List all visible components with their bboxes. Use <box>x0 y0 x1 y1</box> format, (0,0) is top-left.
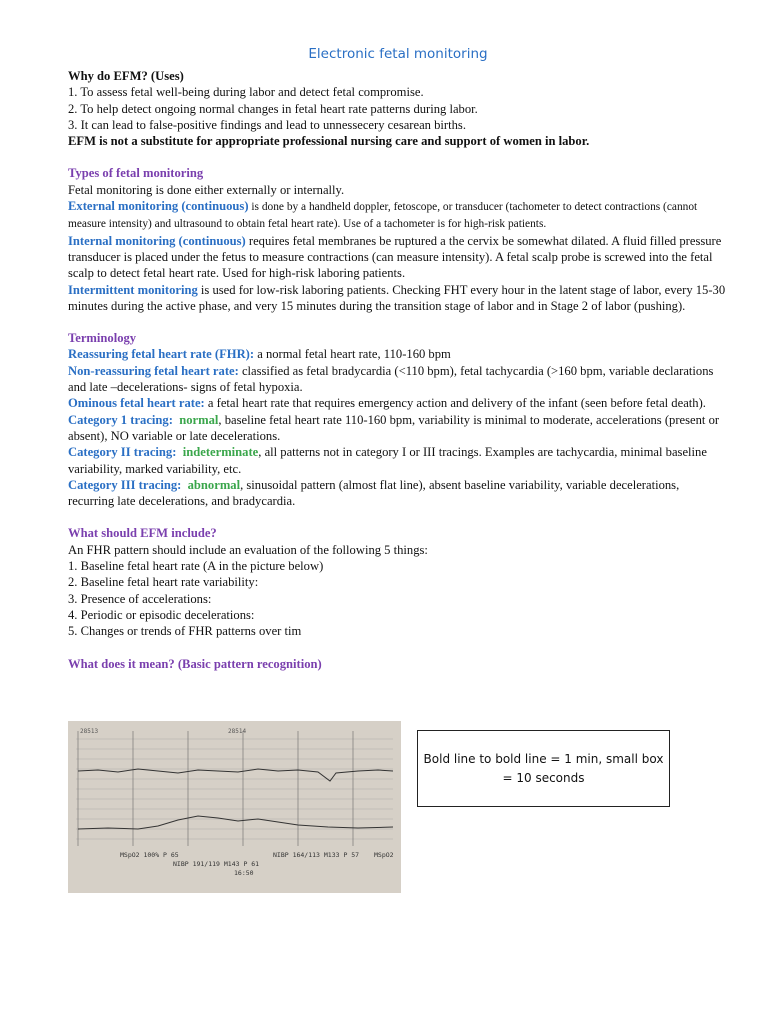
strip-label: MSpO2 <box>374 851 394 859</box>
ominous-paragraph <box>68 395 728 411</box>
include-item: 3. Presence of accelerations: <box>68 591 212 606</box>
uses-note: EFM is not a substitute for appropriate professional nursing care and support of women in labor. <box>68 134 590 149</box>
include-heading: What should EFM include? <box>68 526 217 541</box>
category3-status: abnormal <box>187 477 241 492</box>
category3-label: Category III tracing: <box>68 477 182 492</box>
strip-label: 28513 <box>80 728 99 735</box>
internal-text: requires fetal membranes be ruptured a the cervix be somewhat dilated. A fluid filled pressure transducer is placed under the fetus to measure contractions (can measure intensity). A fetal scalp probe is screwed into the fetal scalp to detect fetal heart rate. Used for high-risk laboring patients. <box>68 233 722 281</box>
category2-text: , all patterns not in category I or III tracings. Examples are tachycardia, minimal baseline variability, marked variability, etc. <box>68 445 707 476</box>
category3-text: , sinusoidal pattern (almost flat line), absent baseline variability, variable decelerations, recurring late decelerations, and bradycardia. <box>68 477 680 509</box>
include-item: 2. Baseline fetal heart rate variability: <box>68 575 259 590</box>
category1-text: , baseline fetal heart rate 110-160 bpm, variability is minimal to moderate, accelerations (present or absent), NO variable or late decelerations. <box>68 412 720 443</box>
category1-status: normal <box>179 412 219 427</box>
types-heading: Types of fetal monitoring <box>68 166 204 181</box>
uses-item: 1. To assess fetal well-being during labor and detect fetal compromise. <box>68 85 424 100</box>
fetal-monitor-strip-image <box>68 721 401 893</box>
ominous-text: a fetal heart rate that requires emergency action and delivery of the infant (seen before fetal death). <box>204 396 706 411</box>
intermittent-text: is used for low-risk laboring patients. Checking FHT every hour in the latent stage of labor, every 15-30 minutes during the active phase, and very 15 minutes during the transition stage of labor and in Stage 2 of labor (pushing). <box>68 282 726 313</box>
category2-paragraph <box>68 444 728 477</box>
terminology-heading: Terminology <box>68 331 137 346</box>
internal-label: Internal monitoring (continuous) <box>68 233 246 248</box>
uses-heading: Why do EFM? (Uses) <box>68 69 184 83</box>
include-intro: An FHR pattern should include an evaluation of the following 5 things: <box>68 542 428 557</box>
strip-label: NIBP 191/119 M143 P 61 <box>173 860 260 868</box>
intermittent-paragraph <box>68 282 728 315</box>
reassuring-text: a normal fetal heart rate, 110-160 bpm <box>254 347 451 362</box>
document-title: Electronic fetal monitoring <box>308 46 488 62</box>
ominous-label: Ominous fetal heart rate: <box>68 396 205 411</box>
category1-label: Category 1 tracing: <box>68 412 173 427</box>
types-intro: Fetal monitoring is done either externally or internally. <box>68 182 345 197</box>
include-item: 1. Baseline fetal heart rate (A in the picture below) <box>68 559 324 574</box>
category1-paragraph <box>68 412 728 445</box>
meaning-heading: What does it mean? (Basic pattern recognition) <box>68 656 322 671</box>
external-paragraph <box>68 198 728 233</box>
internal-paragraph <box>68 233 728 282</box>
intermittent-label: Intermittent monitoring <box>68 282 198 297</box>
nonreassuring-label: Non-reassuring fetal heart rate: <box>68 363 239 378</box>
strip-label: 16:50 <box>234 869 254 877</box>
reassuring-label: Reassuring fetal heart rate (FHR): <box>68 347 255 362</box>
include-item: 5. Changes or trends of FHR patterns over tim <box>68 624 302 639</box>
category2-status: indeterminate <box>182 445 259 460</box>
uses-item: 3. It can lead to false-positive findings and lead to unnessecery cesarean births. <box>68 117 466 132</box>
scale-note-box: Bold line to bold line = 1 min, small box = 10 seconds <box>417 730 670 807</box>
reassuring-paragraph <box>68 346 728 362</box>
external-text: is done by a handheld doppler, fetoscope, or transducer (tachometer to detect contractions (cannot measure intensity) and ultrasound to obtain fetal heart rate). Use of a tachometer is for high-risk patients. <box>68 201 698 231</box>
strip-svg <box>68 721 401 893</box>
strip-label: 28514 <box>228 728 247 735</box>
strip-label: MSpO2 100% P 65 <box>120 851 179 859</box>
nonreassuring-paragraph <box>68 363 728 396</box>
external-label: External monitoring (continuous) <box>68 199 249 214</box>
uses-item: 2. To help detect ongoing normal changes in fetal heart rate patterns during labor. <box>68 101 478 116</box>
include-item: 4. Periodic or episodic decelerations: <box>68 607 255 622</box>
category2-label: Category II tracing: <box>68 445 177 460</box>
strip-label: NIBP 164/113 M133 P 57 <box>273 851 360 859</box>
document-page <box>68 46 728 672</box>
nonreassuring-text: classified as fetal bradycardia (<110 bpm), fetal tachycardia (>160 bpm, variable declarations and late –decelerations- signs of fetal hypoxia. <box>68 363 714 395</box>
category3-paragraph <box>68 477 728 510</box>
